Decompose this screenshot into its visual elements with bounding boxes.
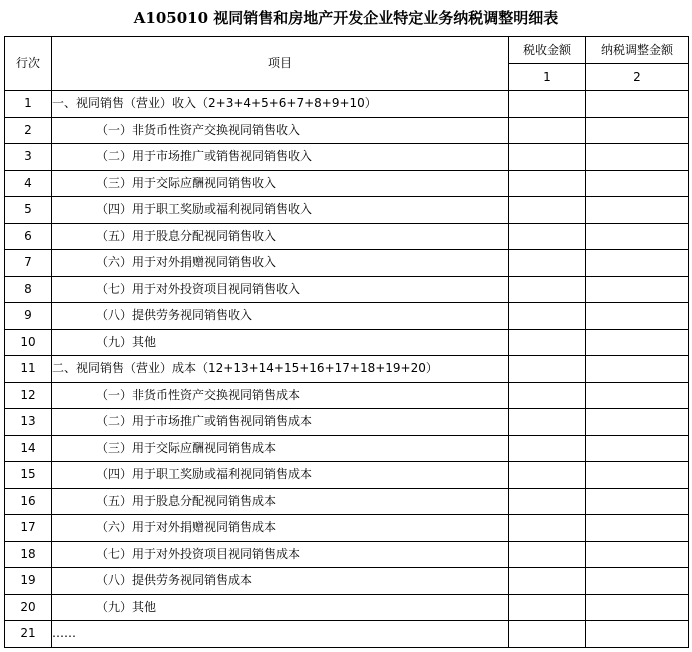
table-row [5, 117, 689, 144]
row-item-label: （三）用于交际应酬视同销售成本 [52, 435, 509, 462]
adjust-amount-cell[interactable] [586, 117, 689, 144]
row-number: 1 [5, 91, 52, 118]
tax-amount-cell[interactable] [509, 329, 586, 356]
table-row [5, 541, 689, 568]
row-number: 2 [5, 117, 52, 144]
row-item-label: （三）用于交际应酬视同销售收入 [52, 170, 509, 197]
adjust-amount-cell[interactable] [586, 621, 689, 648]
adjust-amount-cell[interactable] [586, 515, 689, 542]
table-row [5, 621, 689, 648]
row-number: 11 [5, 356, 52, 383]
tax-amount-cell[interactable] [509, 197, 586, 224]
table-row [5, 170, 689, 197]
row-number: 13 [5, 409, 52, 436]
adjust-amount-cell[interactable] [586, 276, 689, 303]
adjust-amount-cell[interactable] [586, 435, 689, 462]
detail-table [4, 36, 689, 648]
table-row [5, 409, 689, 436]
tax-amount-cell[interactable] [509, 515, 586, 542]
tax-amount-cell[interactable] [509, 409, 586, 436]
tax-amount-cell[interactable] [509, 568, 586, 595]
table-row [5, 223, 689, 250]
row-number: 9 [5, 303, 52, 330]
row-item-label: （九）其他 [52, 594, 509, 621]
row-number: 4 [5, 170, 52, 197]
header-item: 项目 [52, 37, 509, 91]
row-item-label: （六）用于对外捐赠视同销售收入 [52, 250, 509, 277]
form-title: A105010 视同销售和房地产开发企业特定业务纳税调整明细表 [133, 9, 559, 27]
row-number: 10 [5, 329, 52, 356]
adjust-amount-cell[interactable] [586, 197, 689, 224]
adjust-amount-cell[interactable] [586, 488, 689, 515]
table-row [5, 303, 689, 330]
row-number: 19 [5, 568, 52, 595]
row-item-label: （二）用于市场推广或销售视同销售收入 [52, 144, 509, 171]
header-tax-amount: 税收金额 [509, 37, 586, 64]
table-row [5, 515, 689, 542]
tax-amount-cell[interactable] [509, 276, 586, 303]
row-item-label: （九）其他 [52, 329, 509, 356]
tax-amount-cell[interactable] [509, 117, 586, 144]
row-item-label: …… [52, 621, 509, 648]
table-row [5, 488, 689, 515]
header-row-no: 行次 [5, 37, 52, 91]
header-row [5, 37, 689, 64]
row-item-label: （七）用于对外投资项目视同销售成本 [52, 541, 509, 568]
row-number: 17 [5, 515, 52, 542]
row-item-label: （五）用于股息分配视同销售成本 [52, 488, 509, 515]
adjust-amount-cell[interactable] [586, 144, 689, 171]
header-colnum-1: 1 [509, 64, 586, 91]
table-row [5, 329, 689, 356]
adjust-amount-cell[interactable] [586, 250, 689, 277]
row-number: 3 [5, 144, 52, 171]
tax-amount-cell[interactable] [509, 356, 586, 383]
adjust-amount-cell[interactable] [586, 223, 689, 250]
table-row [5, 568, 689, 595]
row-number: 21 [5, 621, 52, 648]
row-item-label: （四）用于职工奖励或福利视同销售收入 [52, 197, 509, 224]
table-row [5, 144, 689, 171]
row-number: 7 [5, 250, 52, 277]
table-row [5, 250, 689, 277]
tax-amount-cell[interactable] [509, 541, 586, 568]
row-item-label: （一）非货币性资产交换视同销售成本 [52, 382, 509, 409]
table-row [5, 594, 689, 621]
adjust-amount-cell[interactable] [586, 594, 689, 621]
tax-amount-cell[interactable] [509, 594, 586, 621]
table-row [5, 91, 689, 118]
tax-amount-cell[interactable] [509, 250, 586, 277]
tax-amount-cell[interactable] [509, 144, 586, 171]
adjust-amount-cell[interactable] [586, 382, 689, 409]
row-number: 16 [5, 488, 52, 515]
adjust-amount-cell[interactable] [586, 409, 689, 436]
row-number: 20 [5, 594, 52, 621]
tax-amount-cell[interactable] [509, 223, 586, 250]
table-row [5, 382, 689, 409]
row-item-label: （八）提供劳务视同销售收入 [52, 303, 509, 330]
header-adjust-amount: 纳税调整金额 [586, 37, 689, 64]
row-item-label: 一、视同销售（营业）收入（2+3+4+5+6+7+8+9+10） [52, 91, 509, 118]
row-item-label: （七）用于对外投资项目视同销售收入 [52, 276, 509, 303]
table-row [5, 356, 689, 383]
row-number: 14 [5, 435, 52, 462]
row-number: 8 [5, 276, 52, 303]
adjust-amount-cell[interactable] [586, 91, 689, 118]
table-row [5, 462, 689, 489]
adjust-amount-cell[interactable] [586, 356, 689, 383]
row-number: 5 [5, 197, 52, 224]
adjust-amount-cell[interactable] [586, 462, 689, 489]
table-row [5, 197, 689, 224]
tax-amount-cell[interactable] [509, 462, 586, 489]
row-number: 15 [5, 462, 52, 489]
tax-amount-cell[interactable] [509, 488, 586, 515]
header-colnum-2: 2 [586, 64, 689, 91]
row-item-label: （一）非货币性资产交换视同销售收入 [52, 117, 509, 144]
adjust-amount-cell[interactable] [586, 170, 689, 197]
row-item-label: （八）提供劳务视同销售成本 [52, 568, 509, 595]
adjust-amount-cell[interactable] [586, 568, 689, 595]
row-item-label: 二、视同销售（营业）成本（12+13+14+15+16+17+18+19+20） [52, 356, 509, 383]
tax-amount-cell[interactable] [509, 170, 586, 197]
tax-amount-cell[interactable] [509, 382, 586, 409]
row-item-label: （五）用于股息分配视同销售收入 [52, 223, 509, 250]
row-number: 6 [5, 223, 52, 250]
tax-amount-cell[interactable] [509, 435, 586, 462]
row-item-label: （四）用于职工奖励或福利视同销售成本 [52, 462, 509, 489]
row-number: 12 [5, 382, 52, 409]
row-number: 18 [5, 541, 52, 568]
row-item-label: （六）用于对外捐赠视同销售成本 [52, 515, 509, 542]
table-row [5, 276, 689, 303]
adjust-amount-cell[interactable] [586, 329, 689, 356]
adjust-amount-cell[interactable] [586, 303, 689, 330]
tax-amount-cell[interactable] [509, 91, 586, 118]
tax-amount-cell[interactable] [509, 303, 586, 330]
row-item-label: （二）用于市场推广或销售视同销售成本 [52, 409, 509, 436]
adjust-amount-cell[interactable] [586, 541, 689, 568]
table-row [5, 435, 689, 462]
tax-amount-cell[interactable] [509, 621, 586, 648]
